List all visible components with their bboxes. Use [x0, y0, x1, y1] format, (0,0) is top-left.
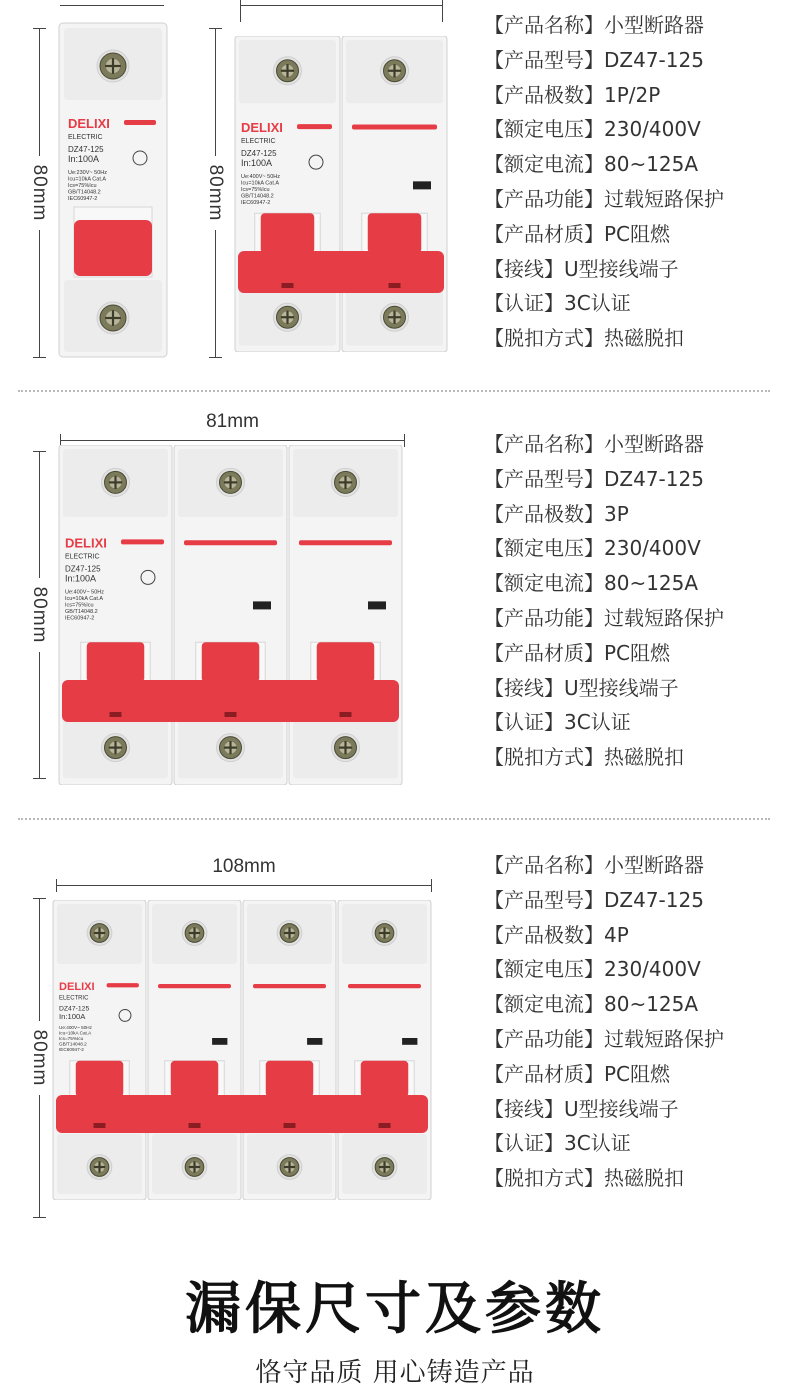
- spec-key: 【产品名称】: [484, 853, 604, 877]
- spec-small-text: Ics=75%Icu: [65, 602, 94, 609]
- brand-logo: DELIXI: [65, 535, 107, 551]
- spec-small-text: Icu=10kA Cat.A: [59, 1030, 92, 1036]
- rating-text: In:100A: [59, 1011, 86, 1021]
- divider: [18, 390, 770, 392]
- section-1p-2p: [0, 0, 790, 380]
- height-label: 80mm: [28, 578, 50, 652]
- model-text: DZ47-125: [241, 149, 277, 159]
- spec-small-text: Ue:400V~ 50Hz: [65, 589, 104, 596]
- breaker-1p: [58, 22, 168, 358]
- spec-row: [484, 1022, 784, 1057]
- handle-toggle: [317, 642, 375, 682]
- brand-stripe: [121, 539, 164, 544]
- brand-sub: ELECTRIC: [241, 138, 276, 146]
- handle-toggle: [74, 220, 152, 276]
- spec-key: 【接线】: [484, 1096, 564, 1121]
- breaker-3p: [58, 445, 403, 785]
- spec-value: U型接线端子: [564, 1096, 679, 1121]
- brand-sub: ELECTRIC: [65, 553, 100, 561]
- spec-small-text: GB/T14048.2: [65, 608, 98, 615]
- spec-small-text: Icu=10kA Cat.A: [68, 176, 107, 183]
- pole-stripe: [348, 984, 421, 988]
- spec-list: [484, 427, 784, 775]
- brand-stripe: [124, 120, 156, 125]
- spec-value: 1P/2P: [604, 82, 661, 107]
- spec-row: [484, 636, 784, 671]
- spec-small-text: GB/T14048.2: [241, 193, 274, 200]
- spec-row: [484, 427, 784, 462]
- spec-small-text: Ics=75%Icu: [59, 1036, 84, 1042]
- spec-key: 【额定电压】: [484, 117, 604, 142]
- spec-key: 【脱扣方式】: [484, 1166, 604, 1191]
- handle-toggle: [87, 642, 145, 682]
- spec-value: 80~125A: [604, 992, 699, 1017]
- bar-notch: [282, 283, 294, 288]
- handle-toggle: [261, 213, 315, 253]
- breaker-4p: [52, 900, 432, 1200]
- spec-key: 【产品名称】: [484, 13, 604, 37]
- width-label: 108mm: [212, 856, 276, 877]
- spec-row: [484, 8, 784, 43]
- spec-key: 【产品极数】: [484, 82, 604, 107]
- brand-sub: ELECTRIC: [59, 995, 89, 1002]
- spec-value: 3C认证: [564, 291, 631, 316]
- spec-row: [484, 497, 784, 532]
- spec-value: U型接线端子: [564, 675, 679, 700]
- spec-key: 【产品材质】: [484, 640, 604, 665]
- brand-logo: DELIXI: [59, 980, 95, 993]
- spec-row: [484, 1126, 784, 1161]
- model-text: DZ47-125: [65, 564, 101, 574]
- spec-value: 过载短路保护: [604, 1026, 724, 1051]
- spec-list: [484, 8, 784, 356]
- height-dimension-1p: [24, 28, 54, 358]
- spec-row: [484, 566, 784, 601]
- spec-value: 过载短路保护: [604, 605, 724, 630]
- spec-key: 【脱扣方式】: [484, 745, 604, 770]
- spec-key: 【额定电流】: [484, 992, 604, 1017]
- spec-row: [484, 252, 784, 287]
- spec-value: PC阻燃: [604, 1061, 671, 1086]
- spec-row: [484, 531, 784, 566]
- indicator-window: [253, 601, 271, 609]
- handle-toggle: [361, 1061, 409, 1097]
- spec-small-text: Ue:400V~ 50Hz: [241, 174, 280, 181]
- spec-small-text: IEC60947-2: [59, 1047, 84, 1053]
- handle-toggle: [202, 642, 260, 682]
- spec-key: 【额定电流】: [484, 152, 604, 177]
- dim-cap: [442, 0, 443, 22]
- spec-row: [484, 601, 784, 636]
- spec-key: 【接线】: [484, 256, 564, 281]
- rating-text: In:100A: [241, 158, 273, 169]
- bar-notch: [110, 712, 122, 717]
- dim-cap: [240, 0, 241, 22]
- spec-value: 小型断路器: [604, 853, 704, 877]
- spec-small-text: Ics=75%Icu: [68, 183, 97, 189]
- bar-notch: [340, 712, 352, 717]
- spec-key: 【产品极数】: [484, 501, 604, 526]
- bar-notch: [225, 712, 237, 717]
- spec-row: [484, 1092, 784, 1127]
- spec-row: [484, 848, 784, 883]
- spec-row: [484, 286, 784, 321]
- spec-value: DZ47-125: [604, 466, 704, 491]
- spec-row: [484, 1161, 784, 1196]
- spec-row: [484, 705, 784, 740]
- spec-key: 【认证】: [484, 710, 564, 735]
- spec-key: 【接线】: [484, 675, 564, 700]
- bar-notch: [189, 1123, 201, 1128]
- spec-key: 【产品型号】: [484, 466, 604, 491]
- spec-row: [484, 78, 784, 113]
- indicator-window: [402, 1038, 417, 1045]
- top-dimension-left: [60, 0, 164, 6]
- height-dimension: [24, 451, 54, 779]
- spec-value: 小型断路器: [604, 432, 704, 456]
- indicator-window: [368, 601, 386, 609]
- brand-stripe: [297, 124, 332, 129]
- spec-value: 热磁脱扣: [604, 1166, 684, 1191]
- pole-stripe: [158, 984, 231, 988]
- spec-key: 【认证】: [484, 291, 564, 316]
- height-dimension: [24, 898, 54, 1218]
- width-label: 81mm: [206, 411, 259, 432]
- model-text: DZ47-125: [59, 1005, 90, 1013]
- spec-small-text: Icu=10kA Cat.A: [65, 595, 104, 602]
- spec-row: [484, 217, 784, 252]
- spec-key: 【产品极数】: [484, 922, 604, 947]
- height-label: 80mm: [28, 1021, 50, 1095]
- spec-value: DZ47-125: [604, 887, 704, 912]
- pole-stripe: [184, 540, 277, 545]
- spec-key: 【产品材质】: [484, 1061, 604, 1086]
- spec-key: 【认证】: [484, 1131, 564, 1156]
- bar-notch: [379, 1123, 391, 1128]
- rating-text: In:100A: [65, 573, 97, 584]
- section-4p: [0, 820, 790, 1220]
- spec-row: [484, 182, 784, 217]
- spec-value: 3C认证: [564, 1131, 631, 1156]
- top-dimension-right: [240, 0, 442, 6]
- handle-toggle: [266, 1061, 314, 1097]
- handle-toggle: [76, 1061, 124, 1097]
- breaker-2p: [234, 36, 448, 352]
- spec-value: U型接线端子: [564, 256, 679, 281]
- spec-value: 230/400V: [604, 536, 701, 561]
- spec-key: 【产品功能】: [484, 186, 604, 211]
- spec-small-text: Ue:230V~ 50Hz: [68, 170, 107, 176]
- pole-stripe: [253, 984, 326, 988]
- spec-small-text: GB/T14048.2: [59, 1041, 87, 1047]
- spec-key: 【产品型号】: [484, 887, 604, 912]
- pole-stripe: [299, 540, 392, 545]
- spec-row: [484, 740, 784, 775]
- bar-notch: [389, 283, 401, 288]
- spec-key: 【脱扣方式】: [484, 326, 604, 351]
- width-dimension: [56, 856, 432, 900]
- spec-row: [484, 952, 784, 987]
- pole-stripe: [352, 124, 437, 129]
- spec-row: [484, 883, 784, 918]
- section-3p: [0, 395, 790, 805]
- spec-small-text: Icu=10kA Cat.A: [241, 180, 280, 187]
- brand-logo: DELIXI: [68, 116, 110, 131]
- spec-row: [484, 112, 784, 147]
- spec-key: 【产品功能】: [484, 605, 604, 630]
- spec-value: 3P: [604, 501, 629, 526]
- spec-value: PC阻燃: [604, 640, 671, 665]
- spec-value: 80~125A: [604, 152, 699, 177]
- spec-value: 230/400V: [604, 957, 701, 982]
- spec-value: 热磁脱扣: [604, 326, 684, 351]
- indicator-window: [212, 1038, 227, 1045]
- page-heading: 漏保尺寸及参数: [185, 1277, 605, 1342]
- spec-key: 【产品型号】: [484, 47, 604, 72]
- indicator-window: [307, 1038, 322, 1045]
- indicator-window: [413, 181, 431, 189]
- spec-value: 小型断路器: [604, 13, 704, 37]
- spec-row: [484, 987, 784, 1022]
- bar-notch: [284, 1123, 296, 1128]
- spec-key: 【产品名称】: [484, 432, 604, 456]
- spec-key: 【额定电流】: [484, 571, 604, 596]
- page-subheading: 恪守品质 用心铸造产品: [255, 1358, 535, 1388]
- spec-key: 【额定电压】: [484, 536, 604, 561]
- handle-tie-bar: [56, 1095, 428, 1133]
- spec-row: [484, 147, 784, 182]
- spec-list: [484, 848, 784, 1196]
- spec-row: [484, 1057, 784, 1092]
- spec-key: 【产品功能】: [484, 1026, 604, 1051]
- spec-row: [484, 43, 784, 78]
- handle-tie-bar: [238, 251, 444, 293]
- spec-small-text: Ics=75%Icu: [241, 187, 270, 194]
- spec-row: [484, 462, 784, 497]
- spec-small-text: Ue:400V~ 50Hz: [59, 1025, 93, 1030]
- bar-notch: [94, 1123, 106, 1128]
- handle-toggle: [171, 1061, 219, 1097]
- brand-stripe: [107, 983, 139, 987]
- spec-value: 3C认证: [564, 710, 631, 735]
- spec-value: 过载短路保护: [604, 186, 724, 211]
- height-label: 80mm: [28, 156, 50, 230]
- spec-small-text: IEC60947-2: [65, 615, 95, 622]
- spec-small-text: GB/T14048.2: [68, 189, 101, 196]
- rating-text: In:100A: [68, 154, 100, 164]
- spec-value: 80~125A: [604, 571, 699, 596]
- spec-row: [484, 671, 784, 706]
- spec-value: PC阻燃: [604, 221, 671, 246]
- spec-small-text: IEC60947-2: [68, 196, 98, 202]
- height-dimension-2p: [200, 28, 230, 358]
- model-text: DZ47-125: [68, 145, 104, 154]
- spec-value: 热磁脱扣: [604, 745, 684, 770]
- brand-logo: DELIXI: [241, 120, 283, 136]
- spec-value: 4P: [604, 922, 629, 947]
- spec-value: DZ47-125: [604, 47, 704, 72]
- height-label: 80mm: [204, 156, 226, 230]
- spec-small-text: IEC60947-2: [241, 200, 271, 207]
- spec-value: 230/400V: [604, 117, 701, 142]
- spec-row: [484, 321, 784, 356]
- spec-key: 【产品材质】: [484, 221, 604, 246]
- spec-row: [484, 918, 784, 953]
- handle-toggle: [368, 213, 422, 253]
- brand-sub: ELECTRIC: [68, 134, 103, 141]
- spec-key: 【额定电压】: [484, 957, 604, 982]
